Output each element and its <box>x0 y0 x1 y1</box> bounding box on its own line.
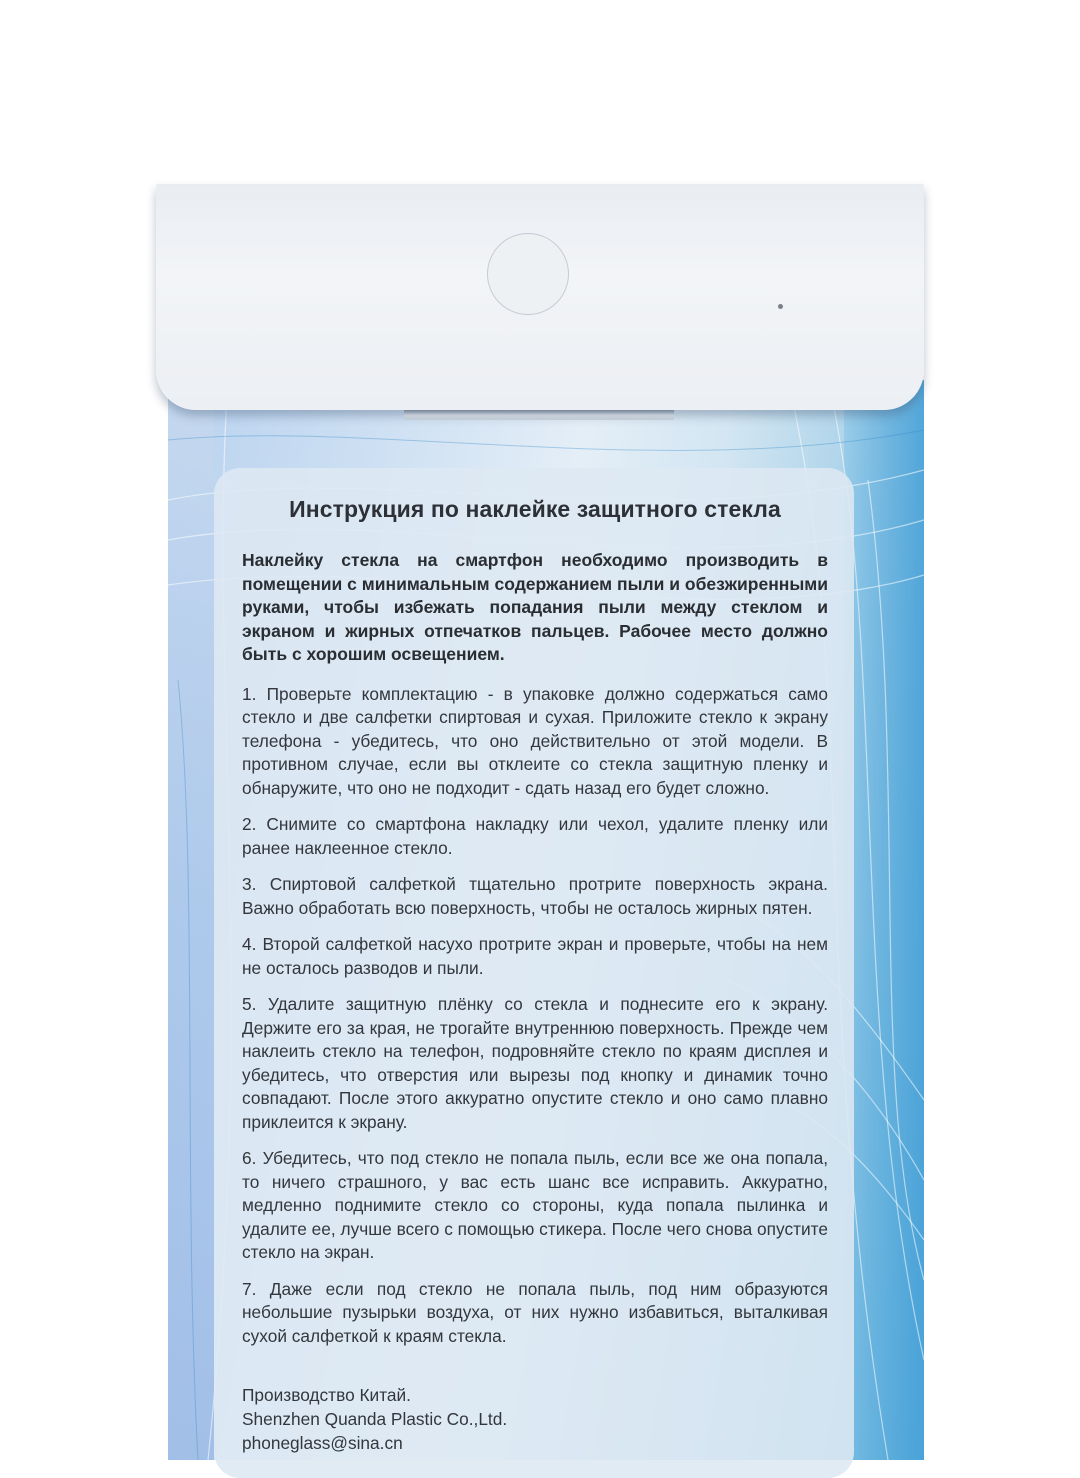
company-name: Shenzhen Quanda Plastic Co.,Ltd. <box>242 1409 508 1429</box>
flap-mark <box>778 304 783 309</box>
instruction-title: Инструкция по наклейке защитного стекла <box>289 496 781 522</box>
instruction-panel <box>214 468 854 1478</box>
instruction-step: 3. Спиртовой салфеткой тщательно протрите поверхность экрана. Важно обработать всю поверхность, чтобы не осталось жирных пятен. <box>242 874 828 918</box>
instruction-step: 6. Убедитесь, что под стекло не попала пыль, если все же она попала, то ничего страшного, у вас есть шанс все исправить. Аккуратно, медленно поднимите стекло со стороны, куда попала пылинка и удалите ее, лучше всего с помощью стикера. После чего снова опустите стекло на экран. <box>242 1148 828 1262</box>
hang-hole <box>487 233 569 315</box>
origin-text: Производство Китай. <box>242 1385 411 1405</box>
instruction-step: 7. Даже если под стекло не попала пыль, под ним образуются небольшие пузырьки воздуха, от них нужно избавиться, выталкивая сухой салфеткой к краям стекла. <box>242 1278 828 1346</box>
instruction-intro: Наклейку стекла на смартфон необходимо производить в помещении с минимальным содержанием пыли и обезжиренными руками, чтобы избежать попадания пыли между стеклом и экраном и жирных отпечатков пальцев. Рабочее место должно быть с хорошим освещением. <box>242 550 828 664</box>
instruction-step: 1. Проверьте комплектацию - в упаковке должно содержаться само стекло и две салфетки спиртовая и сухая. Приложите стекло к экрану телефона - убедитесь, что оно действительно от этой модели. В противном случае, если вы отклеите со стекла защитную пленку и обнаружите, что оно не подходит - сдать назад его будет сложно. <box>242 683 828 798</box>
contact-email: phoneglass@sina.cn <box>242 1433 403 1453</box>
instruction-step: 2. Снимите со смартфона накладку или чехол, удалите пленку или ранее наклеенное стекло. <box>242 814 828 858</box>
instruction-step: 4. Второй салфеткой насухо протрите экран и проверьте, чтобы на нем не осталось разводов и пыли. <box>242 934 828 978</box>
manufacturer-info <box>242 1383 507 1455</box>
instruction-step: 5. Удалите защитную плёнку со стекла и поднесите его к экрану. Держите его за края, не трогайте внутреннюю поверхность. Прежде чем наклеить стекло на телефон, подровняйте стекло по краям дисплея и убедитесь, что отверстия или вырезы под кнопку и динамик точно совпадают. После этого аккуратно опустите стекло и оно само плавно приклеится к экрану. <box>242 994 828 1132</box>
